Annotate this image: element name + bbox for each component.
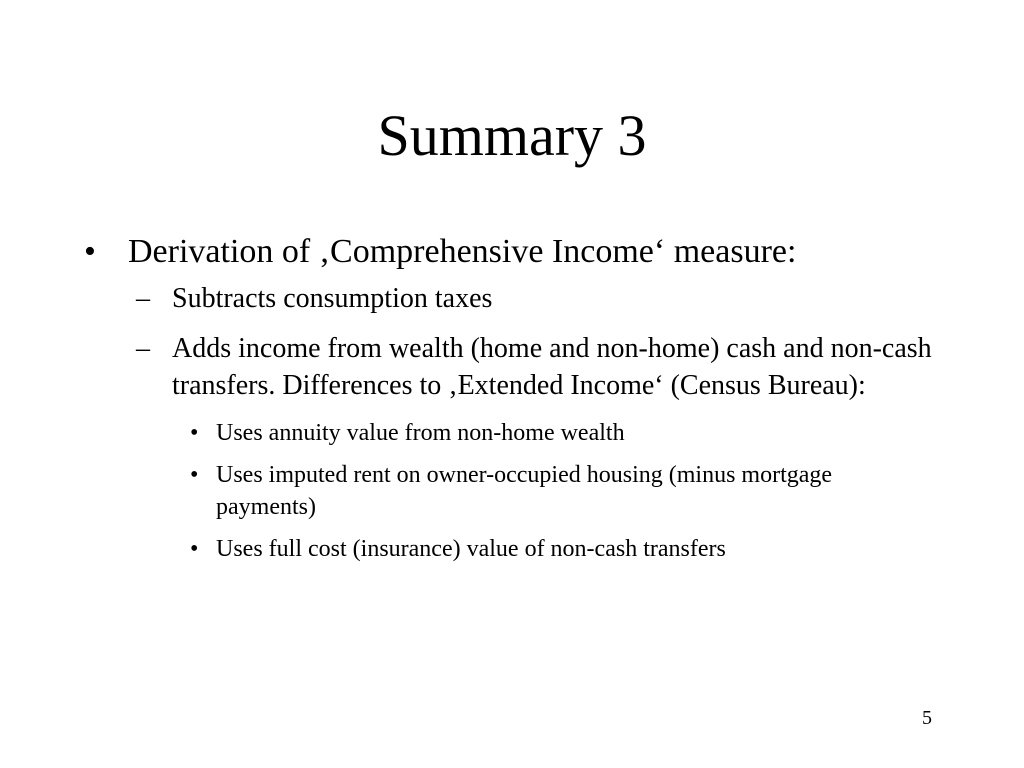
bullet-level3 — [188, 459, 856, 523]
bullet-level3 — [188, 533, 856, 565]
bullet-level2 — [136, 280, 942, 317]
bullet-level2 — [136, 330, 942, 404]
bullet-marker: • — [190, 536, 199, 562]
dash-marker: – — [136, 333, 150, 364]
bullet-text: Uses full cost (insurance) value of non-cash transfers — [216, 536, 726, 562]
bullet-text: Uses annuity value from non-home wealth — [216, 420, 625, 446]
bullet-level3 — [188, 417, 856, 449]
bullet-level1 — [82, 230, 942, 274]
bullet-text: Uses imputed rent on owner-occupied housing (minus mortgage payments) — [216, 462, 833, 520]
page-number: 5 — [922, 707, 932, 729]
slide-content — [82, 230, 942, 575]
bullet-text: Subtracts consumption taxes — [172, 283, 493, 314]
bullet-marker: • — [190, 420, 199, 446]
bullet-text: Derivation of ‚Comprehensive Income‘ measure: — [128, 233, 797, 270]
dash-marker: – — [136, 283, 150, 314]
bullet-marker: • — [84, 233, 96, 270]
bullet-text: Adds income from wealth (home and non-home) cash and non-cash transfers. Differences to ‚Extended Income‘ (Census Bureau): — [172, 333, 932, 401]
bullet-marker: • — [190, 462, 199, 488]
slide-title: Summary 3 — [377, 103, 647, 168]
